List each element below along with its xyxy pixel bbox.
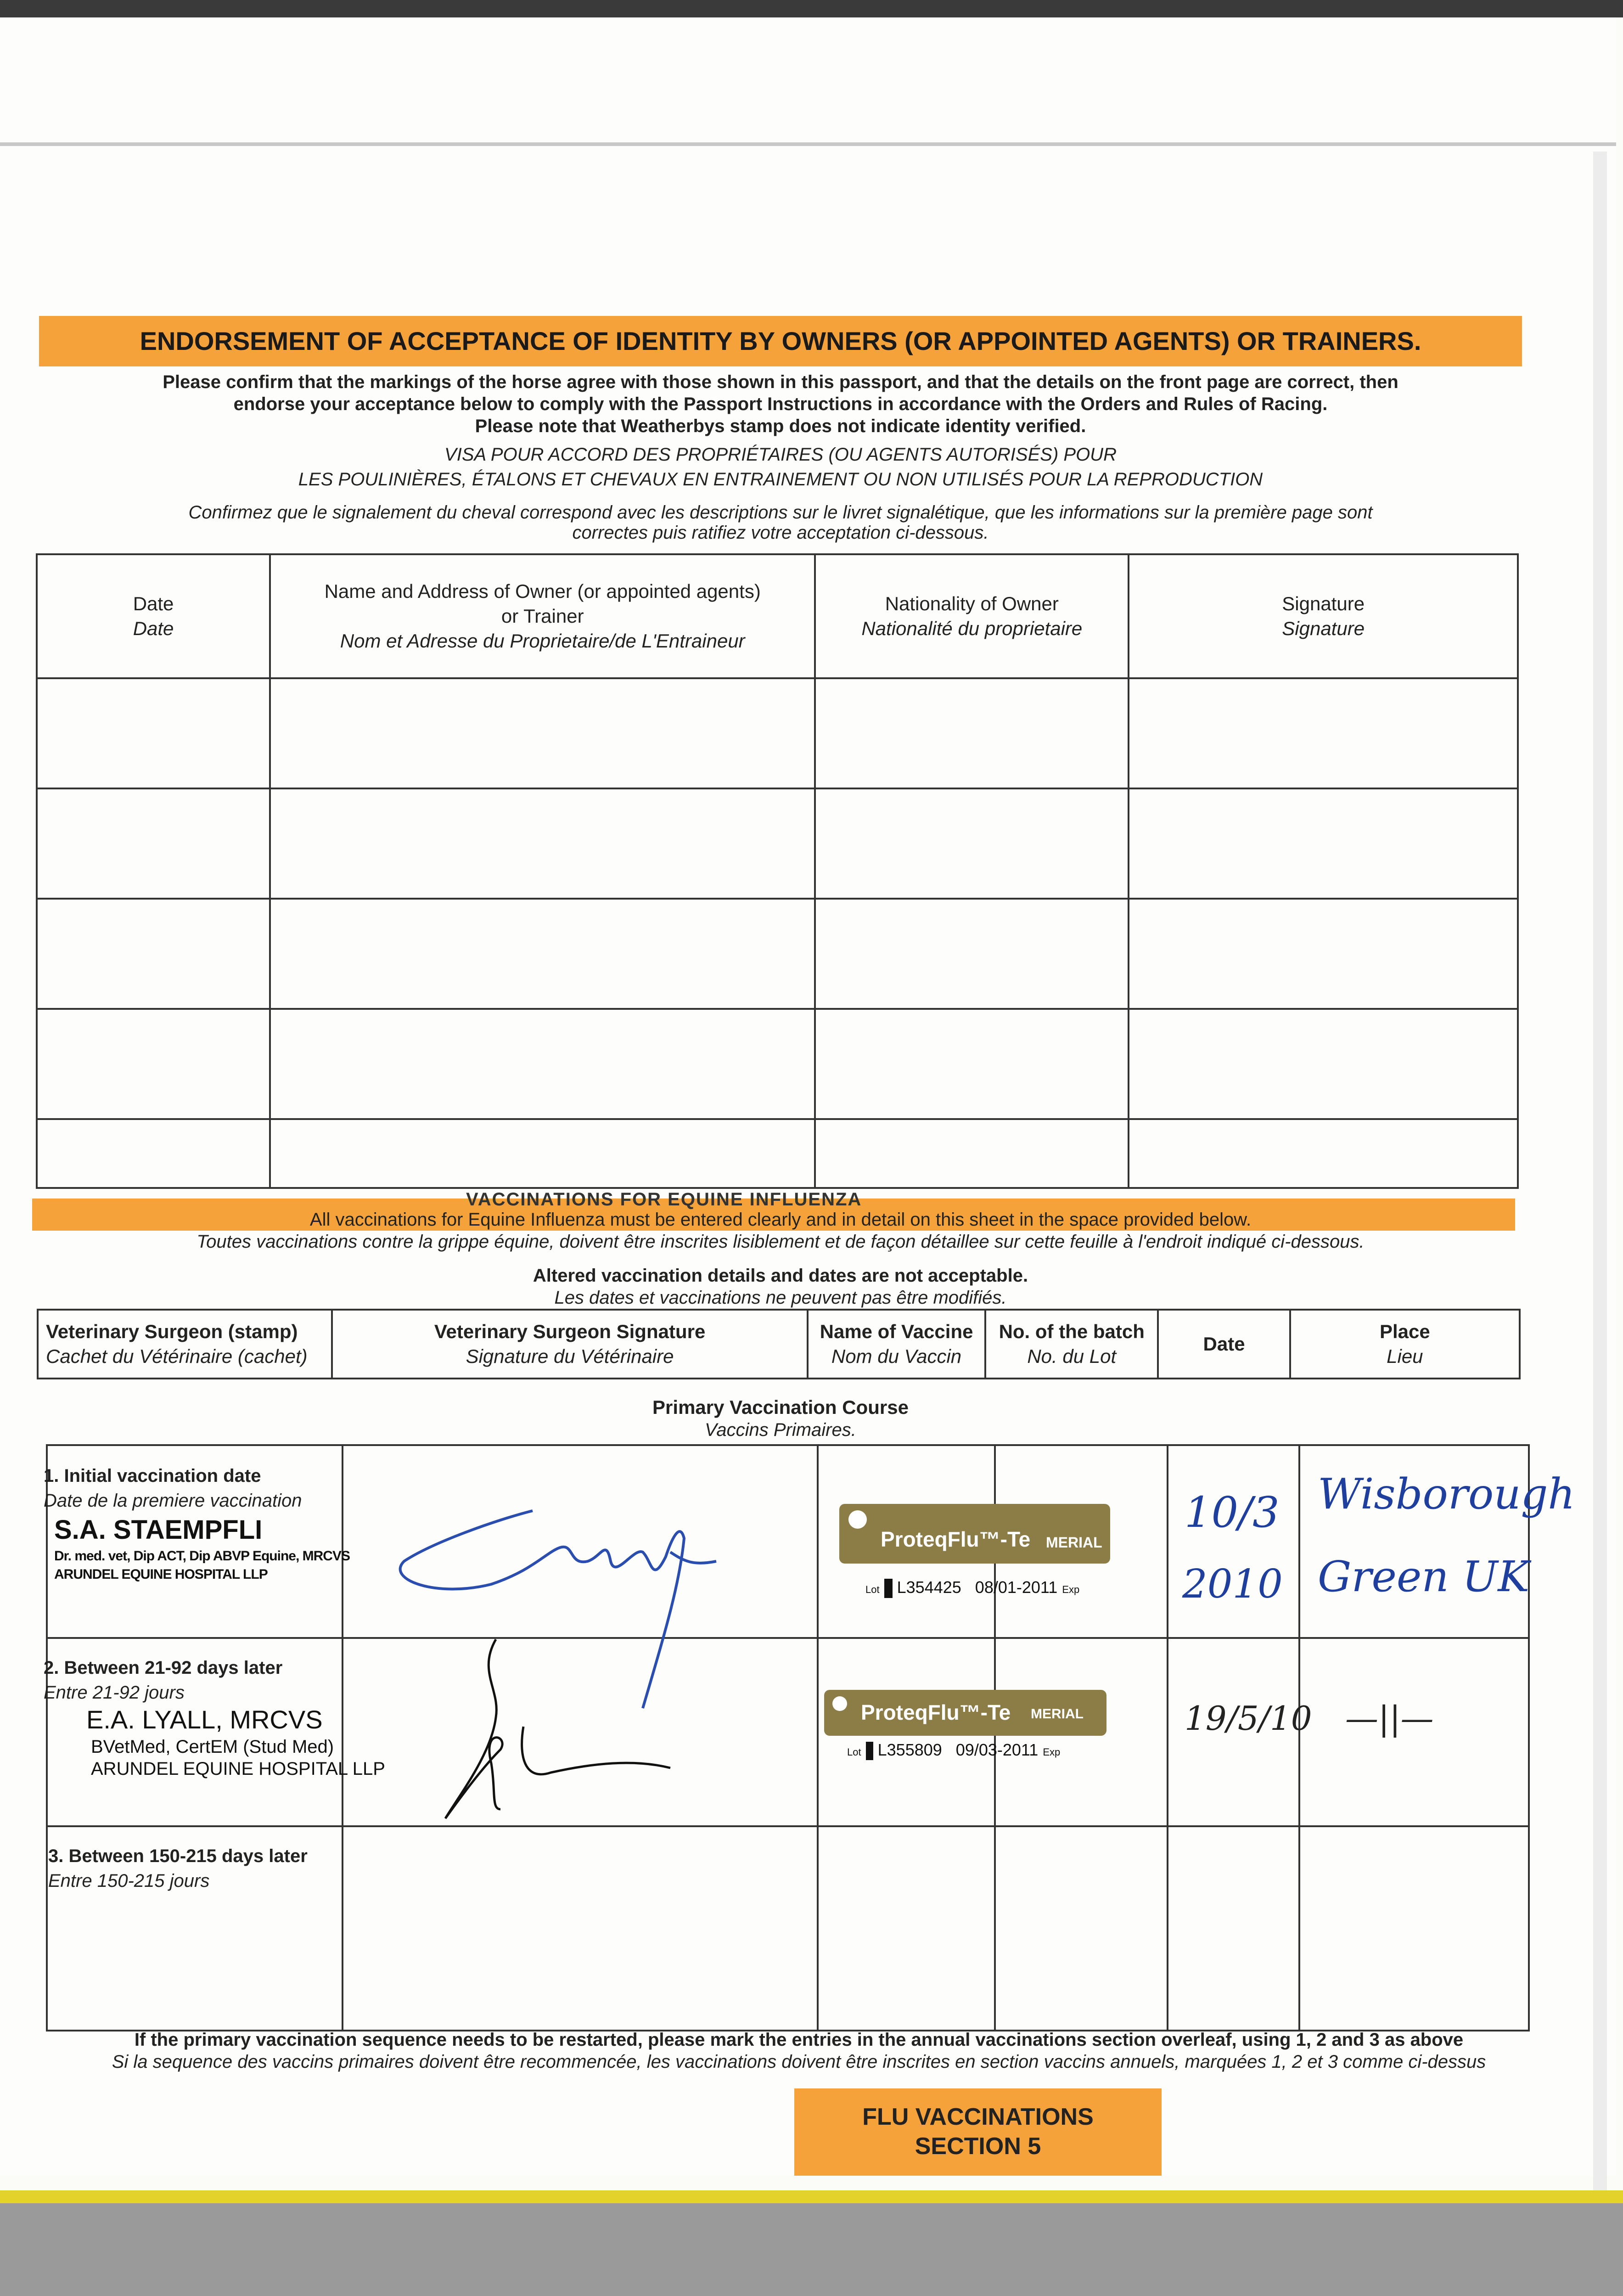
place-cell[interactable] — [1299, 1826, 1529, 2031]
nationality-cell[interactable] — [815, 899, 1129, 1009]
row1-label: 1. Initial vaccination date — [44, 1466, 261, 1486]
row1-label-fr: Date de la premiere vaccination — [44, 1491, 302, 1511]
vet-stamp-qualifications-2: BVetMed, CertEM (Stud Med) — [91, 1737, 334, 1757]
signature-cell[interactable] — [343, 1826, 818, 2031]
barcode-mark — [884, 1579, 893, 1598]
vaccinations-title: VACCINATIONS FOR EQUINE INFLUENZA — [466, 1189, 862, 1210]
barcode-mark — [866, 1742, 873, 1760]
signature-cell[interactable] — [1129, 788, 1518, 899]
primary-course-title: Primary Vaccination Course — [652, 1396, 909, 1418]
date-cell[interactable] — [37, 899, 270, 1009]
owner-cell[interactable] — [270, 1009, 815, 1119]
restart-note-en: If the primary vaccination sequence needs to be restarted, please mark the entries in the annual vaccinations section overleaf, using 1, 2 and 3 as above — [134, 2030, 1464, 2050]
nationality-cell[interactable] — [815, 1009, 1129, 1119]
vet-stamp-name-2: E.A. LYALL, MRCVS — [86, 1705, 323, 1734]
vaccination-note-en: All vaccinations for Equine Influenza must be entered clearly and in detail on this sheet in the space provided below. — [309, 1210, 1252, 1230]
date-cell[interactable] — [37, 1119, 270, 1188]
vaccine-maker: MERIAL — [1046, 1534, 1102, 1551]
lot-expiry-2: 09/03-2011 — [955, 1740, 1039, 1759]
vet-stamp-practice: ARUNDEL EQUINE HOSPITAL LLP — [54, 1567, 268, 1582]
vaccine-drop-icon — [848, 1510, 867, 1529]
date-cell[interactable] — [1168, 1826, 1299, 2031]
col-vet-stamp: Veterinary Surgeon (stamp) Cachet du Vétérinaire (cachet) — [38, 1310, 332, 1379]
nationality-cell[interactable] — [815, 1119, 1129, 1188]
page-right-edge — [1593, 152, 1607, 2190]
signature-cell[interactable] — [1129, 1119, 1518, 1188]
intro-en-2: endorse your acceptance below to comply with the Passport Instructions in accordance with the Orders and Rules of Racing. — [233, 394, 1328, 414]
endorsement-table — [36, 553, 1519, 1189]
row3-label-fr: Entre 150-215 jours — [48, 1871, 210, 1891]
vaccination-note-fr: Toutes vaccinations contre la grippe équine, doivent être inscrites lisiblement et de façon détaillee sur cette feuille à l'endroit indiqué ci-dessous. — [197, 1232, 1365, 1252]
owner-cell[interactable] — [270, 1119, 815, 1188]
table-row[interactable] — [37, 1009, 1518, 1119]
col-nationality: Nationality of Owner Nationalité du proprietaire — [815, 554, 1129, 678]
col-batch-no: No. of the batch No. du Lot — [985, 1310, 1158, 1379]
vaccine-drop-icon — [832, 1696, 847, 1711]
visa-fr-1: VISA POUR ACCORD DES PROPRIÉTAIRES (OU AGENTS AUTORISÉS) POUR — [444, 445, 1117, 465]
restart-note-fr: Si la sequence des vaccins primaires doivent être recommencée, les vaccinations doivent être inscrites en section vaccins annuels, marquées 1, 2 et 3 comme ci-dessus — [112, 2052, 1486, 2072]
col-date: Date — [1158, 1310, 1290, 1379]
row2-label-fr: Entre 21-92 jours — [44, 1683, 185, 1703]
section-tab-line1: FLU VACCINATIONS — [862, 2104, 1094, 2130]
row2-label: 2. Between 21-92 days later — [44, 1658, 283, 1678]
table-row[interactable] — [37, 1119, 1518, 1188]
date-cell[interactable] — [37, 678, 270, 788]
col-place: Place Lieu — [1290, 1310, 1520, 1379]
vet-signature-2 — [432, 1635, 716, 1828]
vaccine-label-1 — [839, 1504, 1110, 1564]
row3-label: 3. Between 150-215 days later — [48, 1846, 308, 1866]
primary-course-subtitle: Vaccins Primaires. — [705, 1420, 856, 1440]
date-handwritten-1a: 10/3 — [1185, 1488, 1280, 1537]
lot-number: L354425 — [897, 1578, 961, 1597]
lot-number-2: L355809 — [877, 1740, 942, 1759]
lot-expiry: 08/01-2011 — [975, 1578, 1058, 1597]
section-tab-line2: SECTION 5 — [915, 2133, 1041, 2160]
place-handwritten-1b: Green UK — [1318, 1552, 1530, 1601]
page-bottom-yellow-edge — [0, 2190, 1623, 2203]
confirm-fr-1: Confirmez que le signalement du cheval correspond avec les descriptions sur le livret signalétique, que les informations sur la première page sont — [188, 502, 1373, 523]
place-handwritten-1a: Wisborough — [1318, 1469, 1575, 1519]
lot-line-2: Lot L355809 09/03-2011 Exp — [847, 1740, 1060, 1760]
vet-stamp-practice-2: ARUNDEL EQUINE HOSPITAL LLP — [91, 1759, 385, 1779]
batch-cell[interactable] — [995, 1826, 1168, 2031]
vaccination-header-table — [37, 1309, 1521, 1379]
scan-background — [0, 2203, 1623, 2296]
intro-en-3: Please note that Weatherbys stamp does not indicate identity verified. — [475, 416, 1086, 436]
signature-cell[interactable] — [1129, 1009, 1518, 1119]
vaccine-name: ProteqFlu™-Te — [881, 1527, 1031, 1551]
date-cell[interactable] — [37, 788, 270, 899]
page-fold — [0, 142, 1616, 146]
nationality-cell[interactable] — [815, 678, 1129, 788]
lot-line-1: Lot L354425 08/01-2011 Exp — [865, 1578, 1079, 1598]
date-handwritten-2: 19/5/10 — [1185, 1699, 1312, 1738]
altered-note-fr: Les dates et vaccinations ne peuvent pas être modifiés. — [554, 1288, 1007, 1308]
col-signature: Signature Signature — [1129, 554, 1518, 678]
signature-cell[interactable] — [1129, 899, 1518, 1009]
section-tab — [794, 2088, 1162, 2176]
vaccine-cell[interactable] — [818, 1826, 995, 2031]
confirm-fr-2: correctes puis ratifiez votre acceptation ci-dessous. — [572, 523, 989, 543]
table-row[interactable] — [37, 678, 1518, 788]
col-date: Date Date — [37, 554, 270, 678]
endorsement-title: ENDORSEMENT OF ACCEPTANCE OF IDENTITY BY OWNERS (OR APPOINTED AGENTS) OR TRAINERS. — [39, 316, 1522, 366]
vaccine-name-2: ProteqFlu™-Te — [861, 1700, 1011, 1724]
col-vet-signature: Veterinary Surgeon Signature Signature du Vétérinaire — [332, 1310, 808, 1379]
date-cell[interactable] — [37, 1009, 270, 1119]
owner-cell[interactable] — [270, 899, 815, 1009]
altered-note-en: Altered vaccination details and dates are not acceptable. — [533, 1266, 1028, 1286]
vet-stamp-qualifications: Dr. med. vet, Dip ACT, Dip ABVP Equine, MRCVS — [54, 1548, 350, 1564]
vaccine-label-2 — [824, 1690, 1106, 1736]
intro-en-1: Please confirm that the markings of the horse agree with those shown in this passport, and that the details on the front page are correct, then — [163, 372, 1398, 392]
signature-cell[interactable] — [1129, 678, 1518, 788]
table-header-row — [37, 554, 1518, 678]
date-cell[interactable] — [1168, 1445, 1299, 1638]
table-row[interactable] — [37, 788, 1518, 899]
table-row[interactable] — [37, 899, 1518, 1009]
col-owner-name: Name and Address of Owner (or appointed agents) or Trainer Nom et Adresse du Proprietaire/de L'Entraineur — [270, 554, 815, 678]
vaccine-maker-2: MERIAL — [1031, 1706, 1084, 1722]
place-handwritten-2: —||— — [1345, 1699, 1434, 1738]
vet-stamp-name: S.A. STAEMPFLI — [54, 1515, 263, 1545]
owner-cell[interactable] — [270, 678, 815, 788]
owner-cell[interactable] — [270, 788, 815, 899]
visa-fr-2: LES POULINIÈRES, ÉTALONS ET CHEVAUX EN ENTRAINEMENT OU NON UTILISÉS POUR LA REPRODUCTION — [298, 469, 1263, 490]
nationality-cell[interactable] — [815, 788, 1129, 899]
col-vaccine-name: Name of Vaccine Nom du Vaccin — [808, 1310, 985, 1379]
date-handwritten-1b: 2010 — [1182, 1561, 1283, 1607]
scan-top-edge — [0, 0, 1623, 17]
